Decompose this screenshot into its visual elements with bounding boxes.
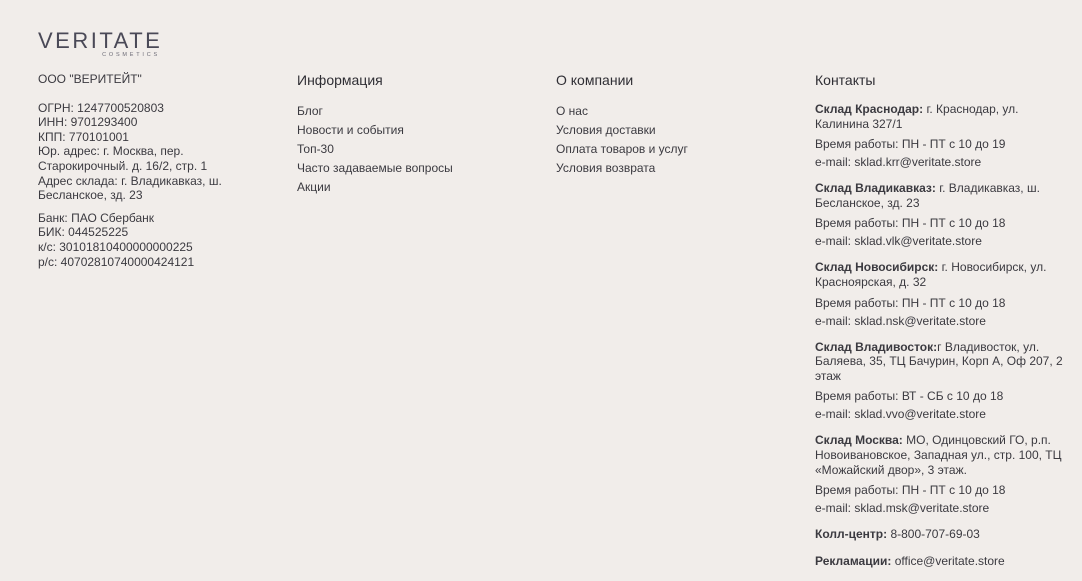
warehouse-email[interactable]: e-mail: sklad.vvo@veritate.store bbox=[815, 407, 986, 422]
contacts bbox=[815, 72, 1065, 581]
warehouse-address: МО, Одинцовский ГО, р.п. Новоивановское, Западная ул., стр. 100, ТЦ «Можайский двор», 3 этаж. bbox=[815, 433, 1062, 477]
company-name: ООО "ВЕРИТЕЙТ" bbox=[38, 72, 142, 86]
warehouse-name: Склад Владикавказ: bbox=[815, 181, 936, 196]
logo[interactable] bbox=[38, 29, 164, 58]
bik: БИК: 044525225 bbox=[38, 225, 129, 240]
link-promotions[interactable]: Акции bbox=[297, 180, 331, 194]
link-blog[interactable]: Блог bbox=[297, 104, 323, 118]
warehouse-hours: Время работы: ПН - ПТ с 10 до 18 bbox=[815, 295, 1006, 310]
warehouse-email[interactable]: e-mail: sklad.vlk@veritate.store bbox=[815, 234, 982, 249]
call-center-label: Колл-центр: bbox=[815, 527, 888, 542]
logo-wordmark: VERITATE bbox=[38, 28, 163, 53]
call-center-phone[interactable]: 8-800-707-69-03 bbox=[887, 527, 980, 542]
correspondent-account: к/с: 30101810400000000225 bbox=[38, 239, 193, 254]
warehouse-hours: Время работы: ПН - ПТ с 10 до 19 bbox=[815, 137, 1006, 152]
bank-name: Банк: ПАО Сбербанк bbox=[38, 210, 155, 225]
claims bbox=[815, 554, 1065, 568]
warehouse-address: г. Новосибирск, ул. Красноярская, д. 32 bbox=[815, 260, 1047, 289]
warehouse-hours: Время работы: ВТ - СБ с 10 до 18 bbox=[815, 389, 1004, 404]
warehouse-address: г. Владикавказ, ш. Бесланское, зд. 23 bbox=[815, 181, 1040, 210]
warehouse-address: Адрес склада: г. Владикавказ, ш. Бесланское, зд. 23 bbox=[38, 173, 226, 203]
inn: ИНН: 9701293400 bbox=[38, 115, 138, 130]
warehouse-hours: Время работы: ПН - ПТ с 10 до 18 bbox=[815, 483, 1006, 498]
warehouse-krasnodar bbox=[815, 102, 1065, 171]
link-returns[interactable]: Условия возврата bbox=[556, 161, 656, 175]
call-center bbox=[815, 527, 1065, 541]
warehouse-name: Склад Краснодар: bbox=[815, 102, 924, 116]
link-about-us[interactable]: О нас bbox=[556, 104, 588, 118]
logo-subtitle: COSMETICS bbox=[102, 52, 160, 58]
warehouse-email[interactable]: e-mail: sklad.nsk@veritate.store bbox=[815, 313, 986, 328]
link-payment[interactable]: Оплата товаров и услуг bbox=[556, 142, 688, 156]
warehouse-name: Склад Москва: bbox=[815, 433, 903, 448]
settlement-account: р/с: 40702810740000424121 bbox=[38, 254, 195, 269]
about-menu bbox=[556, 72, 786, 178]
warehouse-name: Склад Новосибирск: bbox=[815, 260, 939, 275]
claims-label: Рекламации: bbox=[815, 554, 892, 569]
warehouse-address: г Владивосток, ул. Баляева, 35, ТЦ Бачурин, Корп А, Оф 207, 2 этаж bbox=[815, 339, 1063, 383]
warehouse-email[interactable]: e-mail: sklad.krr@veritate.store bbox=[815, 155, 982, 170]
company-details bbox=[38, 72, 268, 277]
claims-email[interactable]: office@veritate.store bbox=[891, 554, 1005, 569]
link-faq[interactable]: Часто задаваемые вопросы bbox=[297, 161, 453, 175]
link-top-30[interactable]: Топ-30 bbox=[297, 142, 334, 156]
warehouse-vladivostok bbox=[815, 340, 1065, 424]
link-news[interactable]: Новости и события bbox=[297, 123, 404, 137]
contacts-heading: Контакты bbox=[815, 72, 876, 88]
kpp: КПП: 770101001 bbox=[38, 129, 129, 144]
warehouse-name: Склад Владивосток: bbox=[815, 339, 938, 354]
warehouse-moscow bbox=[815, 433, 1065, 517]
warehouse-vladikavkaz bbox=[815, 181, 1065, 250]
bank-details bbox=[38, 211, 268, 269]
about-heading: О компании bbox=[556, 72, 634, 88]
info-menu bbox=[297, 72, 527, 197]
warehouse-hours: Время работы: ПН - ПТ с 10 до 18 bbox=[815, 216, 1006, 231]
info-heading: Информация bbox=[297, 72, 383, 88]
warehouse-email[interactable]: e-mail: sklad.msk@veritate.store bbox=[815, 501, 990, 516]
ogrn: ОГРН: 1247700520803 bbox=[38, 100, 164, 115]
legal-address: Юр. адрес: г. Москва, пер. Старокирочный. д. 16/2, стр. 1 bbox=[38, 144, 208, 173]
warehouse-address: г. Краснодар, ул. Калинина 327/1 bbox=[815, 102, 1019, 131]
warehouse-novosibirsk bbox=[815, 260, 1065, 329]
legal-details bbox=[38, 101, 268, 203]
link-delivery-terms[interactable]: Условия доставки bbox=[556, 123, 656, 137]
